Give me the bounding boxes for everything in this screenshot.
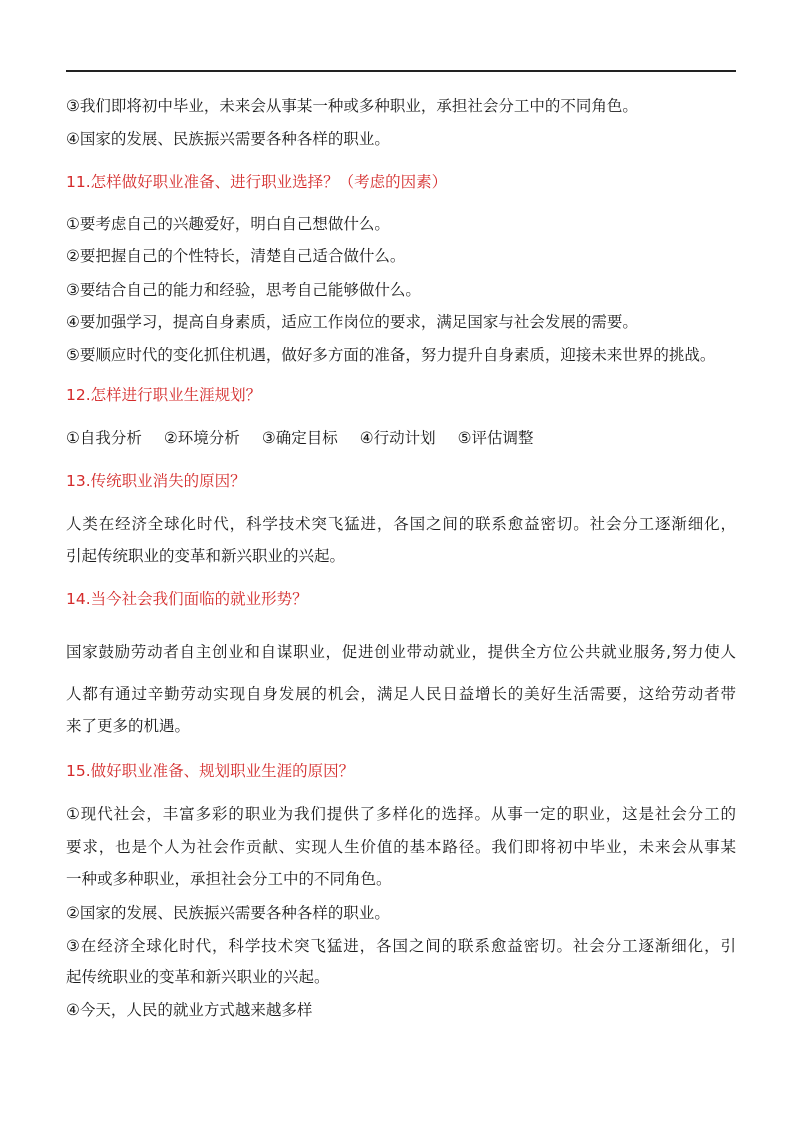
question-14-title: 14.当今社会我们面临的就业形势？ — [66, 590, 308, 608]
intro-item-4: ④国家的发展、民族振兴需要各种各样的职业。 — [66, 130, 390, 148]
q13-line-2: 引起传统职业的变革和新兴职业的兴起。 — [66, 547, 346, 565]
q12-step-5: ⑤评估调整 — [457, 429, 534, 447]
q15-line-3: 一种或多种职业，承担社会分工中的不同角色。 — [66, 870, 392, 888]
question-15-title: 15.做好职业准备、规划职业生涯的原因？ — [66, 762, 355, 780]
header-rule — [66, 70, 736, 72]
question-12-title: 12.怎样进行职业生涯规划？ — [66, 386, 262, 404]
question-13-title: 13.传统职业消失的原因？ — [66, 472, 246, 490]
q15-line-1: ①现代社会，丰富多彩的职业为我们提供了多样化的选择。从事一定的职业，这是社会分工的 — [66, 805, 736, 823]
q14-line-1: 国家鼓励劳动者自主创业和自谋职业，促进创业带动就业，提供全方位公共就业服务,努力使人 — [66, 643, 736, 661]
q11-item-4: ④要加强学习，提高自身素质，适应工作岗位的要求，满足国家与社会发展的需要。 — [66, 313, 638, 331]
q12-steps — [66, 428, 534, 448]
q11-item-5: ⑤要顺应时代的变化抓住机遇，做好多方面的准备，努力提升自身素质，迎接未来世界的挑战。 — [66, 346, 716, 364]
q11-item-2: ②要把握自己的个性特长，清楚自己适合做什么。 — [66, 247, 406, 265]
q12-step-4: ④行动计划 — [359, 429, 436, 447]
question-11-title: 11.怎样做好职业准备、进行职业选择？（考虑的因素） — [66, 173, 448, 191]
q15-line-4: ②国家的发展、民族振兴需要各种各样的职业。 — [66, 904, 390, 922]
q15-line-5: ③在经济全球化时代，科学技术突飞猛进，各国之间的联系愈益密切。社会分工逐渐细化，引 — [66, 937, 736, 955]
intro-item-3: ③我们即将初中毕业，未来会从事某一种或多种职业，承担社会分工中的不同角色。 — [66, 97, 638, 115]
q15-line-2: 要求，也是个人为社会作贡献、实现人生价值的基本路径。我们即将初中毕业，未来会从事某 — [66, 838, 736, 856]
q11-item-1: ①要考虑自己的兴趣爱好，明白自己想做什么。 — [66, 215, 390, 233]
q14-line-3: 来了更多的机遇。 — [66, 717, 191, 735]
q15-line-7: ④今天，人民的就业方式越来越多样 — [66, 1001, 313, 1019]
q12-step-1: ①自我分析 — [66, 429, 142, 447]
q12-step-2: ②环境分析 — [163, 429, 240, 447]
q14-line-2: 人都有通过辛勤劳动实现自身发展的机会，满足人民日益增长的美好生活需要，这给劳动者带 — [66, 685, 736, 703]
q13-line-1: 人类在经济全球化时代，科学技术突飞猛进，各国之间的联系愈益密切。社会分工逐渐细化， — [66, 515, 736, 533]
q11-item-3: ③要结合自己的能力和经验，思考自己能够做什么。 — [66, 281, 421, 299]
q15-line-6: 起传统职业的变革和新兴职业的兴起。 — [66, 968, 330, 986]
q12-step-3: ③确定目标 — [261, 429, 338, 447]
